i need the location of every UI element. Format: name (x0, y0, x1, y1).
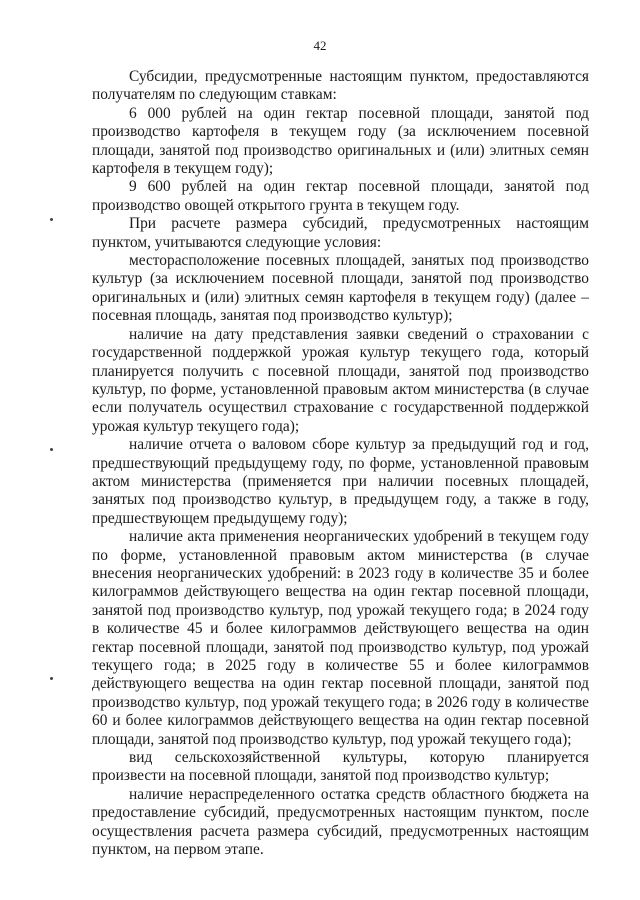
scan-speck (50, 448, 53, 451)
paragraph-conditions-intro: При расчете размера субсидий, предусмотренных настоящим пунктом, учитываются следующие условия: (92, 215, 589, 251)
paragraph-condition-fertilizer-act: наличие акта применения неорганических удобрений в текущем году по форме, установленной правовым актом министерства (в случае внесения неорганических удобрений: в 2023 году в количестве 35 и более килограммов действующего вещества на один гектар посевной площади, занятой под производство культур, под урожай текущего года; в 2024 году в количестве 45 и более килограммов действующего вещества на один гектар посевной площади, занятой под производство культур, под урожай текущего года; в 2025 году в количестве 55 и более килограммов действующего вещества на один гектар посевной площади, занятой под производство культур, под урожай текущего года; в 2026 году в количестве 60 и более килограммов действующего вещества на один гектар посевной площади, занятой под производство культур, под урожай текущего года); (92, 528, 589, 748)
scan-speck (50, 218, 53, 221)
paragraph-condition-insurance: наличие на дату представления заявки сведений о страховании с государственной поддержкой урожая культур текущего года, который планируется получить с посевной площади, занятой под производство культур, по форме, установленной правовым актом министерства (в случае если получатель осуществил страхование с государственной поддержкой урожая культур текущего года); (92, 325, 589, 435)
paragraph-condition-crop-type: вид сельскохозяйственной культуры, которую планируется произвести на посевной площади, занятой под производство культур; (92, 749, 589, 785)
paragraph-condition-harvest-report: наличие отчета о валовом сборе культур за предыдущий год и год, предшествующий предыдущему году, по форме, установленной правовым актом министерства (применяется при наличии посевных площадей, занятых под производство культур, в предыдущем году, а также в году, предшествующем предыдущему году); (92, 436, 589, 527)
paragraph-condition-budget-balance: наличие нераспределенного остатка средств областного бюджета на предоставление субсидий, предусмотренных настоящим пунктом, после осуществления расчета размера субсидий, предусмотренных настоящим пунктом, на первом этапе. (92, 785, 589, 859)
scan-speck (50, 677, 53, 680)
page-number: 42 (313, 38, 327, 53)
document-body (92, 68, 589, 859)
paragraph-rate-potatoes: 6 000 рублей на один гектар посевной площади, занятой под производство картофеля в текущем году (за исключением посевной площади, занятой под производство оригинальных и (или) элитных семян картофеля в текущем году); (92, 104, 589, 178)
paragraph-condition-location: месторасположение посевных площадей, занятых под производство культур (за исключением посевной площади, занятой под производство оригинальных и (или) элитных семян картофеля в текущем году) (далее – посевная площадь, занятая под производство культур); (92, 252, 589, 325)
paragraph-rates-intro: Субсидии, предусмотренные настоящим пунктом, предоставляются получателям по следующим ставкам: (92, 68, 589, 104)
paragraph-rate-vegetables: 9 600 рублей на один гектар посевной площади, занятой под производство овощей открытого грунта в текущем году. (92, 178, 589, 214)
